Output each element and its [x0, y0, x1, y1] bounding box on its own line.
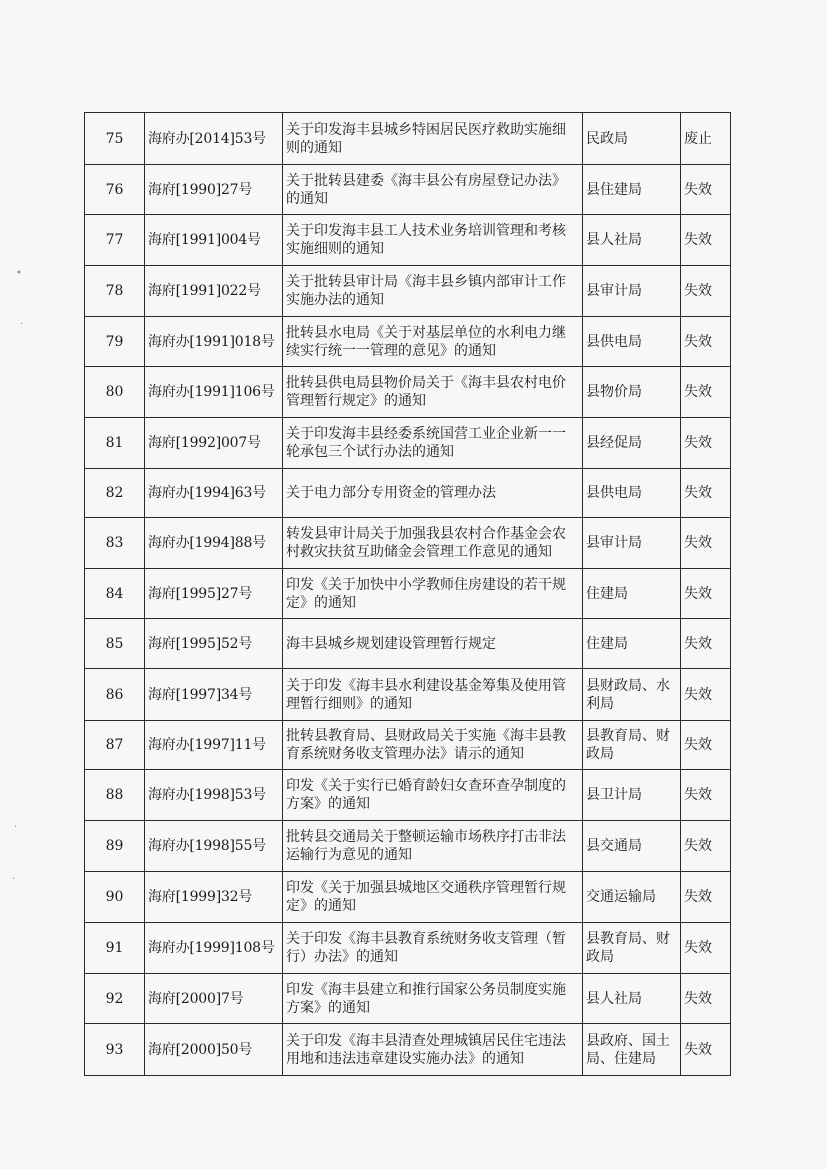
document-status [681, 469, 731, 518]
document-number-text: 海府[2000]7号 [148, 990, 244, 1007]
table-row [85, 165, 731, 215]
responsible-department-text: 民政局 [586, 130, 628, 147]
row-number-text: 93 [105, 1041, 124, 1058]
document-title [283, 469, 583, 518]
document-status-text: 废止 [684, 130, 712, 147]
document-status-text: 失效 [684, 333, 712, 350]
document-status-text: 失效 [684, 585, 712, 602]
responsible-department-text: 县经促局 [586, 435, 642, 451]
responsible-department [583, 469, 681, 518]
document-title-text: 关于批转县审计局《海丰县乡镇内部审计工作实施办法的通知 [286, 274, 566, 308]
document-title-text: 关于批转县建委《海丰县公有房屋登记办法》的通知 [286, 172, 566, 207]
document-number-text: 海府[1995]52号 [148, 635, 253, 652]
document-number-text: 海府办[2014]53号 [148, 130, 266, 147]
document-number-text: 海府办[1991]106号 [148, 384, 275, 400]
document-status [681, 872, 731, 923]
document-status [681, 518, 731, 569]
document-title-text: 批转县水电局《关于对基层单位的水利电力继续实行统一一管理的意见》的通知 [286, 324, 566, 359]
responsible-department-text: 县教育局、财政局 [586, 931, 670, 965]
table-row [85, 872, 731, 923]
table-row [85, 113, 731, 165]
document-number [145, 974, 283, 1024]
table-row [85, 569, 731, 619]
document-title [283, 872, 583, 923]
document-number-text: 海府办[1997]11号 [148, 737, 266, 753]
responsible-department [583, 770, 681, 821]
document-status [681, 266, 731, 317]
row-number [85, 619, 145, 669]
row-number-text: 76 [105, 181, 124, 198]
document-status-text: 失效 [684, 635, 712, 652]
responsible-department [583, 367, 681, 418]
document-status [681, 974, 731, 1024]
responsible-department-text: 住建局 [586, 635, 628, 652]
document-number [145, 923, 283, 974]
scan-speck: · [14, 822, 18, 833]
row-number [85, 974, 145, 1024]
row-number [85, 821, 145, 872]
document-title-text: 批转县供电局县物价局关于《海丰县农村电价管理暂行规定》的通知 [286, 375, 566, 409]
document-number [145, 367, 283, 418]
responsible-department-text: 县物价局 [586, 384, 642, 400]
row-number-text: 89 [105, 838, 124, 854]
document-title-text: 关于印发海丰县经委系统国营工业企业新一一轮承包三个试行办法的通知 [286, 426, 566, 460]
document-status [681, 165, 731, 215]
table-row [85, 317, 731, 367]
document-title [283, 518, 583, 569]
responsible-department [583, 721, 681, 770]
row-number-text: 82 [105, 485, 124, 501]
row-number-text: 91 [105, 940, 124, 956]
responsible-department-text: 县卫计局 [586, 787, 642, 803]
document-status-text: 失效 [684, 1041, 712, 1058]
table-row [85, 367, 731, 418]
table-row [85, 721, 731, 770]
document-status [681, 619, 731, 669]
row-number-text: 87 [105, 737, 124, 753]
row-number [85, 923, 145, 974]
row-number-text: 75 [105, 130, 124, 147]
responsible-department [583, 1024, 681, 1076]
document-title [283, 974, 583, 1024]
row-number [85, 721, 145, 770]
document-title [283, 367, 583, 418]
responsible-department-text: 县审计局 [586, 283, 642, 299]
row-number [85, 215, 145, 266]
row-number [85, 872, 145, 923]
row-number-text: 80 [105, 384, 124, 400]
document-title-text: 印发《关于实行已婚育龄妇女查环查孕制度的方案》的通知 [286, 778, 566, 812]
document-status [681, 669, 731, 721]
table-row [85, 821, 731, 872]
row-number-text: 79 [105, 333, 124, 350]
document-number [145, 469, 283, 518]
document-title-text: 印发《关于加强县城地区交通秩序管理暂行规定》的通知 [286, 880, 566, 914]
document-status-text: 失效 [684, 838, 712, 854]
table-row [85, 215, 731, 266]
responsible-department-text: 住建局 [586, 585, 628, 602]
document-status-text: 失效 [684, 232, 712, 248]
responsible-department [583, 165, 681, 215]
document-title-text: 转发县审计局关于加强我县农村合作基金会农村救灾扶贫互助储金会管理工作意见的通知 [286, 526, 566, 560]
document-number-text: 海府[1992]007号 [148, 435, 261, 451]
document-status-text: 失效 [684, 435, 712, 451]
document-number [145, 1024, 283, 1076]
document-title-text: 关于印发《海丰县水利建设基金筹集及使用管理暂行细则》的通知 [286, 677, 566, 712]
document-number [145, 619, 283, 669]
document-status-text: 失效 [684, 535, 712, 551]
table-row [85, 619, 731, 669]
row-number-text: 92 [105, 990, 124, 1007]
row-number [85, 518, 145, 569]
document-title [283, 619, 583, 669]
responsible-department [583, 619, 681, 669]
document-title [283, 721, 583, 770]
row-number [85, 569, 145, 619]
document-number-text: 海府办[1999]108号 [148, 940, 275, 956]
responsible-department [583, 113, 681, 165]
row-number [85, 1024, 145, 1076]
document-status [681, 418, 731, 469]
document-status-text: 失效 [684, 940, 712, 956]
responsible-department [583, 266, 681, 317]
document-status-text: 失效 [684, 181, 712, 198]
row-number [85, 266, 145, 317]
document-number-text: 海府[1997]34号 [148, 686, 253, 703]
document-number [145, 721, 283, 770]
document-title-text: 海丰县城乡规划建设管理暂行规定 [286, 635, 496, 652]
document-number [145, 266, 283, 317]
document-status-text: 失效 [684, 283, 712, 299]
document-number-text: 海府[1991]004号 [148, 232, 261, 248]
row-number [85, 317, 145, 367]
row-number-text: 90 [105, 889, 124, 905]
document-title [283, 266, 583, 317]
table-row [85, 923, 731, 974]
document-status [681, 923, 731, 974]
document-status [681, 367, 731, 418]
regulation-table-body [85, 113, 731, 1076]
responsible-department-text: 县政府、国土局、住建局 [586, 1032, 670, 1067]
document-number [145, 113, 283, 165]
document-title [283, 418, 583, 469]
document-number-text: 海府[1990]27号 [148, 181, 253, 198]
row-number-text: 88 [105, 787, 124, 803]
table-row [85, 770, 731, 821]
document-number [145, 165, 283, 215]
row-number-text: 77 [105, 232, 124, 248]
document-number-text: 海府办[1994]63号 [148, 485, 266, 501]
document-title-text: 关于电力部分专用资金的管理办法 [286, 485, 496, 501]
responsible-department-text: 县教育局、财政局 [586, 728, 670, 762]
table-row [85, 518, 731, 569]
document-status [681, 317, 731, 367]
responsible-department [583, 518, 681, 569]
table-row [85, 266, 731, 317]
regulation-table [84, 112, 731, 1076]
responsible-department-text: 县审计局 [586, 535, 642, 551]
responsible-department-text: 县供电局 [586, 333, 642, 350]
document-number [145, 418, 283, 469]
table-row [85, 1024, 731, 1076]
document-status-text: 失效 [684, 384, 712, 400]
document-number-text: 海府[1999]32号 [148, 889, 253, 905]
scan-speck: • [16, 268, 22, 279]
responsible-department [583, 974, 681, 1024]
responsible-department [583, 872, 681, 923]
responsible-department-text: 县住建局 [586, 181, 642, 198]
row-number [85, 165, 145, 215]
responsible-department [583, 215, 681, 266]
scan-speck: . [20, 316, 24, 327]
document-number [145, 770, 283, 821]
document-status [681, 821, 731, 872]
row-number-text: 78 [105, 283, 124, 299]
document-status [681, 1024, 731, 1076]
document-status-text: 失效 [684, 787, 712, 803]
responsible-department [583, 317, 681, 367]
responsible-department-text: 交通运输局 [586, 889, 656, 905]
document-title [283, 569, 583, 619]
document-title-text: 批转县教育局、县财政局关于实施《海丰县教育系统财务收支管理办法》请示的通知 [286, 728, 566, 762]
document-title [283, 317, 583, 367]
document-number-text: 海府办[1994]88号 [148, 535, 266, 551]
document-number-text: 海府办[1998]55号 [148, 838, 266, 854]
row-number [85, 113, 145, 165]
responsible-department-text: 县人社局 [586, 232, 642, 248]
document-title-text: 关于印发海丰县城乡特困居民医疗救助实施细则的通知 [286, 121, 566, 156]
document-number-text: 海府办[1991]018号 [148, 333, 275, 350]
responsible-department-text: 县供电局 [586, 485, 642, 501]
responsible-department [583, 669, 681, 721]
document-status [681, 770, 731, 821]
document-title [283, 215, 583, 266]
document-number [145, 518, 283, 569]
responsible-department [583, 569, 681, 619]
document-number [145, 872, 283, 923]
document-number-text: 海府[2000]50号 [148, 1041, 253, 1058]
responsible-department-text: 县交通局 [586, 838, 642, 854]
document-title-text: 关于印发《海丰县清查处理城镇居民住宅违法用地和违法违章建设实施办法》的通知 [286, 1032, 566, 1067]
document-status-text: 失效 [684, 737, 712, 753]
document-number [145, 669, 283, 721]
row-number-text: 83 [105, 535, 124, 551]
table-row [85, 469, 731, 518]
document-title [283, 1024, 583, 1076]
document-title [283, 770, 583, 821]
row-number [85, 469, 145, 518]
row-number-text: 84 [105, 585, 124, 602]
document-number-text: 海府[1995]27号 [148, 585, 253, 602]
document-status-text: 失效 [684, 990, 712, 1007]
document-status [681, 113, 731, 165]
responsible-department-text: 县人社局 [586, 990, 642, 1007]
document-status [681, 215, 731, 266]
document-title [283, 923, 583, 974]
document-number [145, 821, 283, 872]
document-title [283, 669, 583, 721]
document-status-text: 失效 [684, 485, 712, 501]
document-title-text: 批转县交通局关于整顿运输市场秩序打击非法运输行为意见的通知 [286, 829, 566, 863]
row-number [85, 770, 145, 821]
document-title-text: 印发《海丰县建立和推行国家公务员制度实施方案》的通知 [286, 981, 566, 1016]
document-title-text: 关于印发海丰县工人技术业务培训管理和考核实施细则的通知 [286, 223, 566, 257]
document-status-text: 失效 [684, 686, 712, 703]
row-number [85, 418, 145, 469]
table-row [85, 974, 731, 1024]
table-row [85, 418, 731, 469]
document-status [681, 569, 731, 619]
document-number-text: 海府办[1998]53号 [148, 787, 266, 803]
responsible-department [583, 821, 681, 872]
row-number [85, 669, 145, 721]
responsible-department [583, 923, 681, 974]
responsible-department [583, 418, 681, 469]
responsible-department-text: 县财政局、水利局 [586, 677, 670, 712]
document-status-text: 失效 [684, 889, 712, 905]
row-number [85, 367, 145, 418]
document-number [145, 215, 283, 266]
document-title-text: 印发《关于加快中小学教师住房建设的若干规定》的通知 [286, 576, 566, 611]
scan-speck: · [12, 874, 16, 885]
document-title [283, 821, 583, 872]
table-row [85, 669, 731, 721]
document-title [283, 165, 583, 215]
document-number [145, 569, 283, 619]
document-number-text: 海府[1991]022号 [148, 283, 261, 299]
row-number-text: 85 [105, 635, 124, 652]
document-title [283, 113, 583, 165]
row-number-text: 81 [105, 435, 124, 451]
document-title-text: 关于印发《海丰县教育系统财务收支管理（暂行）办法》的通知 [286, 931, 566, 965]
document-number [145, 317, 283, 367]
document-status [681, 721, 731, 770]
row-number-text: 86 [105, 686, 124, 703]
